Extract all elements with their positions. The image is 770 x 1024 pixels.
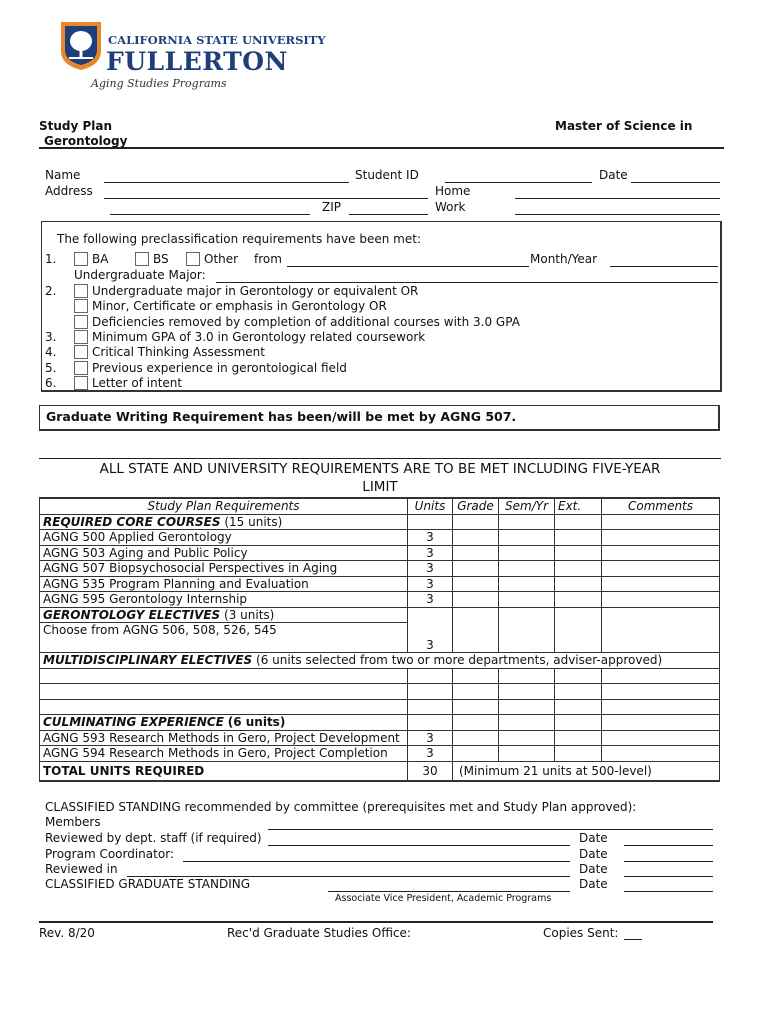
reviewed-in-label: Reviewed in: [45, 862, 118, 876]
total-units: 30: [408, 761, 453, 781]
semyr-cell[interactable]: [499, 576, 555, 592]
zip-input[interactable]: [349, 214, 428, 215]
units-cell[interactable]: [408, 715, 453, 731]
grade-cell[interactable]: [453, 638, 499, 653]
grade-cell[interactable]: [453, 592, 499, 608]
state-req-line1: ALL STATE AND UNIVERSITY REQUIREMENTS ARE TO BE MET INCLUDING FIVE-YEAR: [99, 461, 661, 477]
comments-cell[interactable]: [602, 638, 720, 653]
col-requirements: Study Plan Requirements: [40, 498, 408, 514]
comments-cell[interactable]: [602, 545, 720, 561]
table-row: [40, 653, 720, 669]
table-row: [40, 545, 720, 561]
course-units: 3: [408, 730, 453, 746]
units-cell[interactable]: [408, 684, 453, 700]
opt-b-label: Minor, Certificate or emphasis in Gerontology OR: [92, 299, 387, 313]
revision-label: Rev. 8/20: [39, 926, 95, 940]
course-units: 3: [408, 561, 453, 577]
zip-label: ZIP: [322, 200, 341, 214]
state-req-rule: [39, 458, 721, 459]
members-label: Members: [45, 815, 101, 829]
comments-cell[interactable]: [602, 668, 720, 684]
table-row: [40, 592, 720, 608]
opt-c-checkbox[interactable]: [74, 315, 88, 329]
ext-cell[interactable]: [555, 530, 602, 546]
units-cell[interactable]: [408, 623, 453, 638]
ext-cell[interactable]: [555, 638, 602, 653]
title-rule: [39, 147, 724, 149]
other-label: Other: [204, 252, 239, 266]
course-name: AGNG 507 Biopsychosocial Perspectives in Aging: [40, 561, 408, 577]
date-input[interactable]: [631, 182, 720, 183]
core-units: (15 units): [224, 514, 283, 529]
university-name: CALIFORNIA STATE UNIVERSITY: [108, 33, 326, 47]
course-units: 3: [408, 592, 453, 608]
from-input[interactable]: [287, 266, 529, 267]
ba-label: BA: [92, 252, 109, 266]
critical-thinking-label: Critical Thinking Assessment: [92, 345, 265, 359]
home-label: Home: [435, 184, 471, 198]
study-plan-label: Study Plan: [39, 119, 113, 133]
item-number-2: 2.: [45, 284, 57, 298]
item-number-4: 4.: [45, 345, 57, 359]
received-label: Rec'd Graduate Studies Office:: [227, 926, 411, 940]
date-input-2[interactable]: [624, 861, 713, 862]
ext-cell[interactable]: [555, 623, 602, 638]
multi-note: (6 units selected from two or more departments, adviser-approved): [256, 653, 663, 668]
address-label: Address: [45, 184, 93, 198]
ext-cell[interactable]: [555, 715, 602, 731]
semyr-cell[interactable]: [499, 623, 555, 638]
total-note: (Minimum 21 units at 500-level): [453, 761, 720, 781]
date-label: Date: [599, 168, 628, 182]
address-input-2[interactable]: [110, 214, 310, 215]
item-number-1: 1.: [45, 252, 57, 266]
col-ext: Ext.: [555, 498, 602, 514]
grade-cell[interactable]: [453, 607, 499, 623]
grade-cell[interactable]: [453, 684, 499, 700]
ext-cell[interactable]: [555, 545, 602, 561]
table-row: [40, 684, 720, 700]
ext-cell[interactable]: [555, 514, 602, 530]
electives-title: GERONTOLOGY ELECTIVES: [43, 607, 221, 622]
total-label: TOTAL UNITS REQUIRED: [40, 761, 408, 781]
course-units: 3: [408, 746, 453, 762]
comments-cell[interactable]: [602, 561, 720, 577]
core-title: REQUIRED CORE COURSES: [43, 514, 221, 529]
gpa-checkbox[interactable]: [74, 330, 88, 344]
critical-thinking-checkbox[interactable]: [74, 345, 88, 359]
culm-units: (6 units): [227, 715, 286, 730]
electives-section-title: [40, 607, 408, 623]
state-req-line2: LIMIT: [362, 479, 398, 495]
grade-cell[interactable]: [453, 668, 499, 684]
ext-cell[interactable]: [555, 607, 602, 623]
university-campus: FULLERTON: [106, 47, 288, 76]
experience-label: Previous experience in gerontological field: [92, 361, 347, 375]
table-header-row: [40, 498, 720, 514]
date-input-1[interactable]: [624, 845, 713, 846]
comments-cell[interactable]: [602, 607, 720, 623]
table-row: [40, 668, 720, 684]
comments-cell[interactable]: [602, 592, 720, 608]
grade-cell[interactable]: [453, 530, 499, 546]
student-id-label: Student ID: [355, 168, 419, 182]
ext-cell[interactable]: [555, 684, 602, 700]
degree-label: Master of Science in: [555, 119, 693, 133]
date-label-1: Date: [579, 831, 608, 845]
comments-cell[interactable]: [602, 730, 720, 746]
comments-cell[interactable]: [602, 623, 720, 638]
name-label: Name: [45, 168, 81, 182]
course-name: AGNG 503 Aging and Public Policy: [40, 545, 408, 561]
comments-cell[interactable]: [602, 514, 720, 530]
table-row: [40, 607, 720, 623]
course-name: AGNG 593 Research Methods in Gero, Project Development: [40, 730, 408, 746]
item-number-3: 3.: [45, 330, 57, 344]
grade-cell[interactable]: [453, 514, 499, 530]
month-year-input[interactable]: [610, 266, 718, 267]
work-label: Work: [435, 200, 466, 214]
units-cell[interactable]: [408, 607, 453, 623]
semyr-cell[interactable]: [499, 638, 555, 653]
course-name: AGNG 500 Applied Gerontology: [40, 530, 408, 546]
table-row: [40, 530, 720, 546]
address-input-1[interactable]: [104, 198, 428, 199]
date-label-4: Date: [579, 877, 608, 891]
date-label-3: Date: [579, 862, 608, 876]
comments-cell[interactable]: [602, 715, 720, 731]
col-sem-yr: Sem/Yr: [499, 498, 555, 514]
coordinator-input[interactable]: [183, 861, 570, 862]
date-label-2: Date: [579, 847, 608, 861]
opt-a-label: Undergraduate major in Gerontology or equivalent OR: [92, 284, 419, 298]
opt-a-checkbox[interactable]: [74, 284, 88, 298]
semyr-cell[interactable]: [499, 715, 555, 731]
course-units: 3: [408, 576, 453, 592]
semyr-cell[interactable]: [499, 561, 555, 577]
table-row: [40, 638, 720, 653]
coordinator-label: Program Coordinator:: [45, 847, 174, 861]
student-id-input[interactable]: [445, 182, 592, 183]
course-input[interactable]: [40, 668, 408, 684]
ext-cell[interactable]: [555, 576, 602, 592]
electives-units: (3 units): [224, 607, 275, 622]
reviewed-staff-label: Reviewed by dept. staff (if required): [45, 831, 262, 845]
col-grade: Grade: [453, 498, 499, 514]
gerontology-label: Gerontology: [44, 134, 128, 148]
preclass-intro: The following preclassification requirements have been met:: [57, 232, 421, 246]
grade-cell[interactable]: [453, 699, 499, 715]
ext-cell[interactable]: [555, 746, 602, 762]
copies-label: Copies Sent:: [543, 926, 619, 940]
table-row: [40, 576, 720, 592]
work-phone-input[interactable]: [515, 214, 720, 215]
comments-cell[interactable]: [602, 530, 720, 546]
undergrad-major-label: Undergraduate Major:: [74, 268, 206, 282]
semyr-cell[interactable]: [499, 607, 555, 623]
course-units: 3: [408, 545, 453, 561]
letter-label: Letter of intent: [92, 376, 183, 390]
bs-checkbox[interactable]: [135, 252, 149, 266]
units-cell[interactable]: [408, 668, 453, 684]
bs-label: BS: [153, 252, 169, 266]
gpa-label: Minimum GPA of 3.0 in Gerontology related coursework: [92, 330, 426, 344]
program-name: Aging Studies Programs: [91, 77, 227, 90]
grade-cell[interactable]: [453, 746, 499, 762]
avp-caption: Associate Vice President, Academic Programs: [335, 893, 552, 904]
table-row: [40, 514, 720, 530]
grad-standing-label: CLASSIFIED GRADUATE STANDING: [45, 877, 251, 891]
table-row: [40, 699, 720, 715]
semyr-cell[interactable]: [499, 514, 555, 530]
undergrad-major-input[interactable]: [216, 282, 718, 283]
from-label: from: [254, 252, 282, 266]
grade-cell[interactable]: [453, 715, 499, 731]
university-seal-icon: [60, 21, 102, 71]
electives-choose: Choose from AGNG 506, 508, 526, 545: [40, 623, 408, 638]
comments-cell[interactable]: [602, 576, 720, 592]
home-phone-input[interactable]: [515, 198, 720, 199]
multi-section-title: [40, 653, 720, 669]
course-input[interactable]: [40, 684, 408, 700]
ext-cell[interactable]: [555, 730, 602, 746]
other-checkbox[interactable]: [186, 252, 200, 266]
semyr-cell[interactable]: [499, 668, 555, 684]
semyr-cell[interactable]: [499, 746, 555, 762]
date-input-4[interactable]: [624, 891, 713, 892]
grade-cell[interactable]: [453, 545, 499, 561]
total-row: [40, 761, 720, 781]
month-year-label: Month/Year: [530, 252, 598, 266]
requirements-table: [39, 497, 720, 782]
semyr-cell[interactable]: [499, 684, 555, 700]
course-name: AGNG 535 Program Planning and Evaluation: [40, 576, 408, 592]
table-row: [40, 561, 720, 577]
electives-total: 3: [408, 638, 453, 653]
table-row: [40, 730, 720, 746]
table-row: [40, 715, 720, 731]
semyr-cell[interactable]: [499, 545, 555, 561]
semyr-cell[interactable]: [499, 530, 555, 546]
date-input-3[interactable]: [624, 876, 713, 877]
ext-cell[interactable]: [555, 668, 602, 684]
grade-cell[interactable]: [453, 730, 499, 746]
letter-checkbox[interactable]: [74, 376, 88, 390]
table-row: [40, 746, 720, 762]
core-section-title: [40, 514, 408, 530]
course-units: 3: [408, 530, 453, 546]
table-row: [40, 623, 720, 638]
ext-cell[interactable]: [555, 561, 602, 577]
classified-intro: CLASSIFIED STANDING recommended by committee (prerequisites met and Study Plan approved):: [45, 800, 637, 814]
culm-section-title: [40, 715, 408, 731]
footer-rule: [39, 921, 713, 923]
semyr-cell[interactable]: [499, 592, 555, 608]
comments-cell[interactable]: [602, 684, 720, 700]
members-input[interactable]: [268, 829, 713, 830]
item-number-5: 5.: [45, 361, 57, 375]
semyr-cell[interactable]: [499, 730, 555, 746]
item-number-6: 6.: [45, 376, 57, 390]
copies-input[interactable]: [624, 939, 642, 940]
experience-checkbox[interactable]: [74, 361, 88, 375]
culm-title: CULMINATING EXPERIENCE: [43, 715, 224, 730]
grade-cell[interactable]: [453, 561, 499, 577]
comments-cell[interactable]: [602, 699, 720, 715]
ba-checkbox[interactable]: [74, 252, 88, 266]
col-units: Units: [408, 498, 453, 514]
course-name: AGNG 594 Research Methods in Gero, Project Completion: [40, 746, 408, 762]
units-cell[interactable]: [408, 514, 453, 530]
electives-blank[interactable]: [40, 638, 408, 653]
grade-cell[interactable]: [453, 576, 499, 592]
reviewed-staff-input[interactable]: [268, 845, 570, 846]
course-input[interactable]: [40, 699, 408, 715]
ext-cell[interactable]: [555, 592, 602, 608]
opt-b-checkbox[interactable]: [74, 299, 88, 313]
name-input[interactable]: [104, 182, 349, 183]
units-cell[interactable]: [408, 699, 453, 715]
opt-c-label: Deficiencies removed by completion of additional courses with 3.0 GPA: [92, 315, 520, 329]
writing-requirement-text: Graduate Writing Requirement has been/will be met by AGNG 507.: [46, 409, 517, 424]
comments-cell[interactable]: [602, 746, 720, 762]
multi-title: MULTIDISCIPLINARY ELECTIVES: [43, 653, 253, 668]
avp-signature-input[interactable]: [328, 891, 570, 892]
course-name: AGNG 595 Gerontology Internship: [40, 592, 408, 608]
col-comments: Comments: [602, 498, 720, 514]
ext-cell[interactable]: [555, 699, 602, 715]
semyr-cell[interactable]: [499, 699, 555, 715]
grade-cell[interactable]: [453, 623, 499, 638]
